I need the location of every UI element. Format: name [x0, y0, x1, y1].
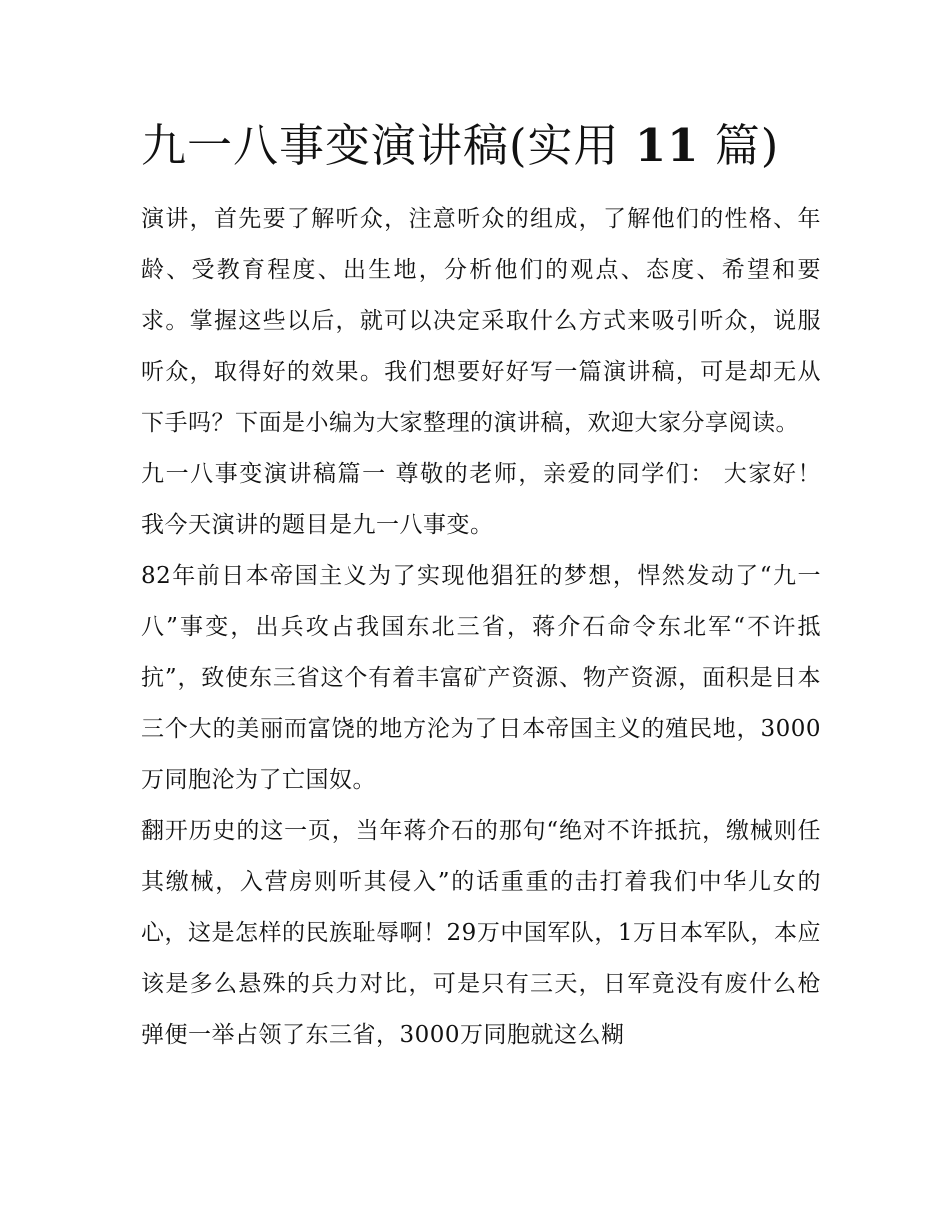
speech-one-opening: 九一八事变演讲稿篇一 尊敬的老师，亲爱的同学们： 大家好！ 我今天演讲的题目是九一八事变。 [141, 461, 821, 538]
history-paragraph: 82年前日本帝国主义为了实现他猖狂的梦想，悍然发动了“九一八”事变，出兵攻占我国东北三省，蒋介石命令东北军“不许抵抗”，致使东三省这个有着丰富矿产资源、物产资源，面积是日本三个大的美丽而富饶的地方沦为了日本帝国主义的殖民地，3000万同胞沦为了亡国奴。 [141, 563, 821, 793]
title-text: 九一八事变演讲稿(实用 [141, 119, 635, 172]
intro-paragraph: 演讲，首先要了解听众，注意听众的组成，了解他们的性格、年龄、受教育程度、出生地，分析他们的观点、态度、希望和要求。掌握这些以后，就可以决定采取什么方式来吸引听众，说服听众，取得好的效果。我们想要好好写一篇演讲稿，可是却无从下手吗？下面是小编为大家整理的演讲稿，欢迎大家分享阅读。 [141, 206, 821, 436]
document-page [141, 110, 821, 1061]
reflection-paragraph: 翻开历史的这一页，当年蒋介石的那句“绝对不许抵抗，缴械则任其缴械，入营房则听其侵入”的话重重的击打着我们中华儿女的心，这是怎样的民族耻辱啊！29万中国军队，1万日本军队，本应该是多么悬殊的兵力对比，可是只有三天，日军竟没有废什么枪弹便一举占领了东三省，3000万同胞就这么糊 [141, 818, 821, 1048]
title-suffix: 篇) [699, 119, 780, 172]
document-title [141, 110, 821, 182]
title-count: 11 [634, 119, 700, 172]
